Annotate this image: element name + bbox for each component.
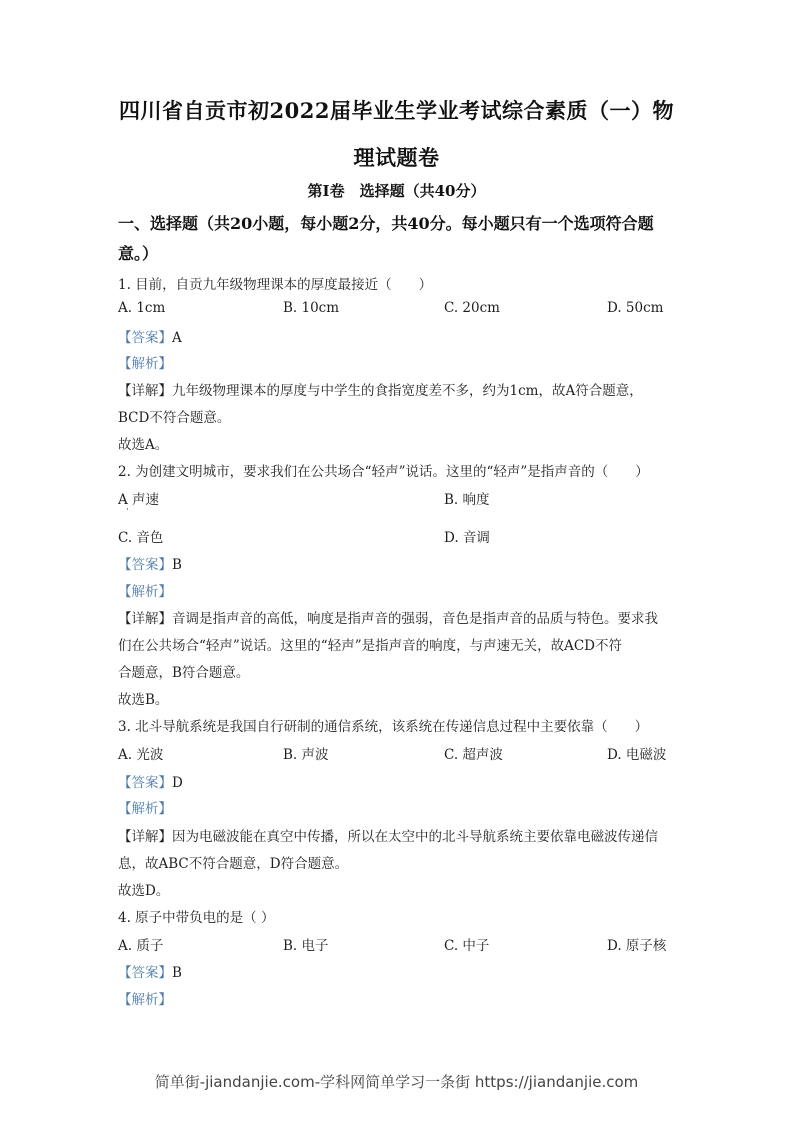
question-4-option-a: A. 质子	[118, 938, 164, 954]
question-1-option-b: B. 10cm	[283, 300, 340, 316]
question-3-option-c: C. 超声波	[444, 747, 503, 763]
question-2-detail-line2: 们在公共场合“轻声”说话。这里的“轻声”是指声音的响度，与声速无关，故ACD不符	[118, 638, 623, 654]
question-3-analysis-label: 【解析】	[118, 801, 172, 817]
question-2-detail-line1: 【详解】音调是指声音的高低，响度是指声音的强弱，音色是指声音的品质与特色。要求我	[118, 611, 658, 627]
question-4-stem: 4. 原子中带负电的是（ ）	[118, 910, 275, 926]
question-1-detail-line1: 【详解】九年级物理课本的厚度与中学生的食指宽度差不多，约为1cm，故A符合题意，	[118, 383, 643, 399]
question-2-option-b: B. 响度	[444, 492, 490, 508]
question-2-stem: 2. 为创建文明城市，要求我们在公共场合“轻声”说话。这里的“轻声”是指声音的（ ）	[118, 464, 649, 480]
document-title-line2: 理试题卷	[353, 145, 440, 170]
question-1-option-d: D. 50cm	[607, 300, 664, 316]
question-3-stem: 3. 北斗导航系统是我国自行研制的通信系统，该系统在传递信息过程中主要依靠（ ）	[118, 719, 649, 735]
question-1-detail-line2: BCD不符合题意。	[118, 410, 231, 426]
question-3-option-d: D. 电磁波	[607, 747, 667, 763]
question-1-option-a: A. 1cm	[118, 300, 166, 316]
question-3-answer	[118, 771, 183, 791]
section-heading-line1: 一、选择题（共20小题，每小题2分，共40分。每小题只有一个选项符合题	[118, 214, 654, 233]
question-2-option-d: D. 音调	[444, 530, 490, 546]
question-3-detail-line1: 【详解】因为电磁波能在真空中传播，所以在太空中的北斗导航系统主要依靠电磁波传递信	[118, 829, 658, 845]
question-1-stem: 1. 目前，自贡九年级物理课本的厚度最接近（ ）	[118, 277, 433, 293]
page-footer-watermark: 简单街-jiandanjie.com-学科网简单学习一条街 https://jiandanjie.com	[154, 1073, 639, 1091]
section-heading-line2: 意。）	[118, 244, 159, 263]
question-3-detail-line2: 息，故ABC不符合题意，D符合题意。	[118, 856, 349, 872]
question-2-detail-line3: 合题意，B符合题意。	[118, 665, 250, 681]
question-4-option-c: C. 中子	[444, 938, 490, 954]
question-2-option-c: C. 音色	[118, 530, 164, 546]
question-1-conclusion: 故选A。	[118, 437, 169, 453]
answer-value: A	[172, 330, 182, 346]
question-4-analysis-label: 【解析】	[118, 992, 172, 1008]
question-1-option-c: C. 20cm	[444, 300, 500, 316]
question-3-option-a: A. 光波	[118, 747, 164, 763]
document-title-line1: 四川省自贡市初2022届毕业生学业考试综合素质（一）物	[119, 98, 674, 123]
answer-value: B	[172, 557, 182, 573]
answer-label: 【答案】	[118, 965, 172, 981]
question-3-conclusion: 故选D。	[118, 883, 170, 899]
answer-label: 【答案】	[118, 330, 172, 346]
question-1-answer	[118, 326, 182, 346]
answer-label: 【答案】	[118, 557, 172, 573]
question-4-answer	[118, 961, 182, 981]
question-2-analysis-label: 【解析】	[118, 584, 172, 600]
question-3-option-b: B. 声波	[283, 747, 329, 763]
question-4-option-b: B. 电子	[283, 938, 329, 954]
question-4-option-d: D. 原子核	[607, 938, 667, 954]
stray-dot	[127, 508, 128, 510]
question-2-conclusion: 故选B。	[118, 692, 169, 708]
answer-label: 【答案】	[118, 775, 172, 791]
question-2-answer	[118, 553, 182, 573]
answer-value: D	[172, 775, 183, 791]
answer-value: B	[172, 965, 182, 981]
volume-heading: 第Ⅰ卷 选择题（共40分）	[307, 182, 486, 200]
question-1-analysis-label: 【解析】	[118, 356, 172, 372]
question-2-option-a: A 声速	[118, 492, 160, 508]
